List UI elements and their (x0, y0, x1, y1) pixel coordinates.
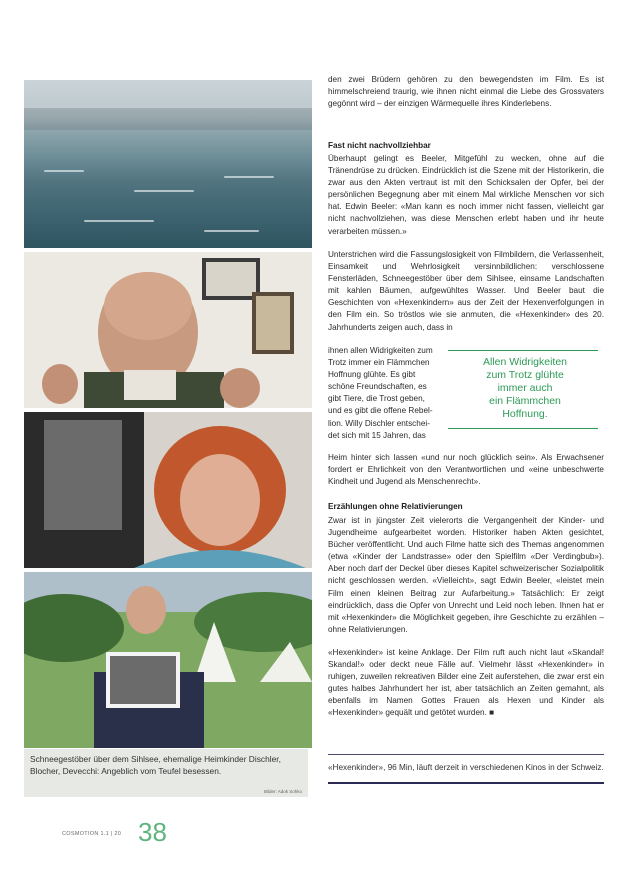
footnote (328, 754, 604, 784)
article-line: Hoffnung glühte. Es gibt (328, 370, 416, 380)
article-paragraph: «Hexenkinder» ist keine Anklage. Der Film ruft auch nicht laut «Skandal! Skandal!» oder deckt neue Fälle auf. Vielmehr lässt «Hexenkinder» in ruhigen, zuweilen rekreativen Bilder eine Zeit auferstehen, die zwar erst ein gutes halbes Jahrhundert her ist, aber tatsächlich an Zeiten gemahnt, als ebenfalls im Namen Gottes Frauen als Hexen und Kinder als «Hexenkinder» gequält und getötet wurden. ■ (328, 648, 604, 718)
photo-caption (24, 749, 308, 797)
pull-quote-line: zum Trotz glühte (486, 369, 564, 381)
footnote-text: «Hexenkinder», 96 Min, läuft derzeit in verschiedenen Kinos in der Schweiz. (328, 763, 604, 772)
magazine-name: COSMOTION 1.1 | 20 (62, 831, 122, 837)
article-subhead: Erzählungen ohne Relativierungen (328, 502, 463, 511)
photo-credit: Bilder: Adok Sohko (263, 789, 302, 794)
photo-lake (24, 80, 312, 248)
caption-text: Schneegestöber über dem Sihlsee, ehemalige Heimkinder Dischler, Blocher, Devecchi: Angeblich vom Teufel besessen. (30, 754, 281, 776)
article-paragraph: den zwei Brüdern gehören zu den bewegendsten im Film. Es ist himmelschreiend traurig, wie ihnen nicht einmal die Liebe des Grossvaters gegönnt wird – der einzigen Wärmequelle ihres Kinderlebens. (328, 75, 604, 109)
article-paragraph: Überhaupt gelingt es Beeler, Mitgefühl zu wecken, ohne auf die Tränendrüse zu drücken. Eindrücklich ist die Szene mit der Historikerin, die zwar aus den Akten vertraut ist mit den Schicksalen der Opfer, bei der persönlichen Begegnung aber mit einem Mal wirkliche Menschen vor sich hat. Edwin Beeler: «Man kann es noch immer nicht fassen, vielleicht gar nicht nachvollziehen, was diese Menschen erlebt haben und ihr heute verarbeiten müssen.» (328, 154, 604, 236)
article-line: lion. Willy Dischler entschei- (328, 418, 430, 428)
photo-man-holding-picture (24, 572, 312, 748)
article-narrow-column (328, 345, 442, 442)
pull-quote-line: immer auch (497, 382, 553, 394)
article-paragraph: Zwar ist in jüngster Zeit vielerorts die Vergangenheit der Kinder- und Jugendheime aufgearbeitet worden. Historiker haben Akten gesichtet, Bücher veröffentlicht. Und auch Filme hatte sich des Themas angenommen (etwa «Kinder der Landstrasse» oder den Spielfilm «Der Verdingbub»). Aber noch darf der Deckel über dieses Kapitel schweizerischer Sozialpolitik nicht geschlossen werden. «Vielleicht», sagt Edwin Beeler, «leistet mein Film einen kleinen Beitrag zur Aufarbeitung.» Tatsächlich: Er zeigt eindrücklich, dass die Opfer von Unrecht und Leid noch leben. Ihnen hat er mit «Hexenkinder» die Möglichkeit gegeben, ihre Geschichte zu erzählen – ohne Relativierungen. (328, 516, 604, 634)
article-paragraph: Unterstrichen wird die Fassungslosigkeit von Filmbildern, die Verlassenheit, Einsamkeit und Wehrlosigkeit versinnbildlichen: verschlossene Fensterläden, Schneegestöber über dem Sihlsee, einsame Landschaften mit kahlen Bäumen, aufgewühltes Wasser. Und Beeler baut die Geschichten von «Hexenkindern» aus der Zeit der Hexenverfolgungen in den Film ein. So tröstlos wie sie anmuten, die «Hexenkinder» des 20. Jahrhunderts zeigen auch, dass in (328, 250, 604, 332)
page-number: 38 (138, 817, 167, 847)
pull-quote (452, 356, 598, 421)
article-subhead: Fast nicht nachvollziehbar (328, 141, 431, 150)
photo-portrait-woman (24, 412, 312, 568)
pull-quote-line: Hoffnung. (502, 408, 548, 420)
article-line: ihnen allen Widrigkeiten zum (328, 346, 433, 355)
article-line: gibt Tiere, die Trost geben, (328, 394, 425, 404)
photo-portrait-man (24, 252, 312, 408)
article-line: schöne Freundschaften, es (328, 382, 427, 392)
article-line: und es gibt die offene Rebel- (328, 406, 433, 416)
article-line: Trotz immer ein Flämmchen (328, 358, 430, 368)
article-paragraph: Heim hinter sich lassen «und nur noch glücklich sein». Als Erwachsener fordert er Ehrlichkeit von den Verantwortlichen und «eine unbeschwerte Kindheit und Jugend als Menschenrecht». (328, 453, 604, 487)
pull-quote-line: ein Flämmchen (489, 395, 561, 407)
article-line: det sich mit 15 Jahren, das (328, 430, 426, 440)
pull-quote-line: Allen Widrigkeiten (482, 356, 568, 368)
